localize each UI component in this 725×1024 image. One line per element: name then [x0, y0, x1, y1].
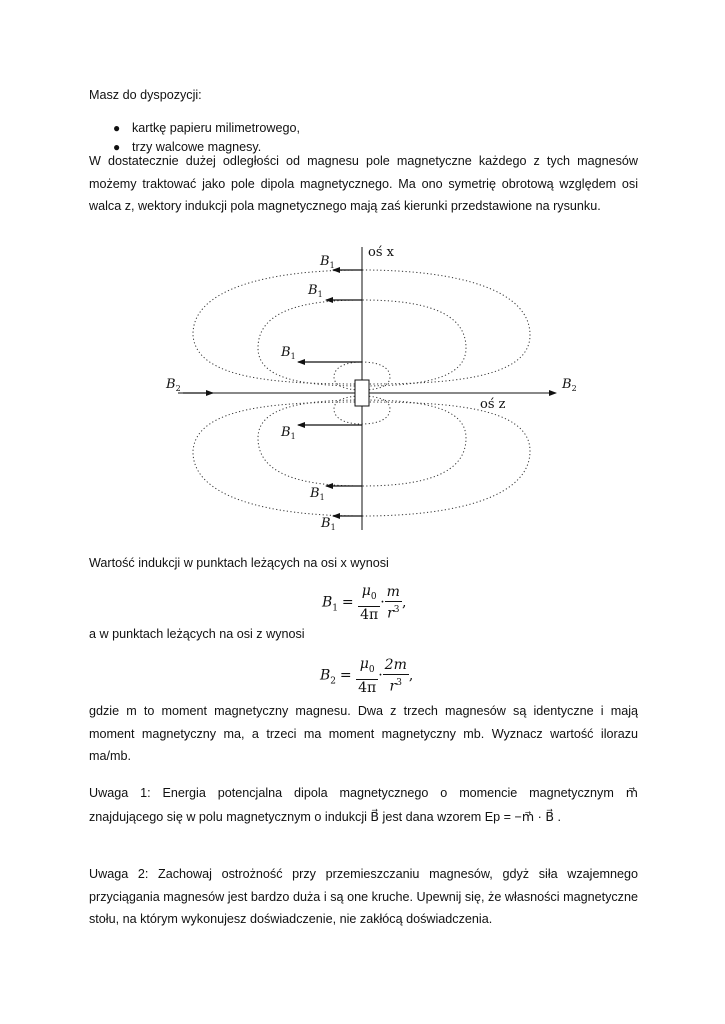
b1-label: $B_1$ — [281, 425, 296, 441]
axis-z-label: oś z — [480, 397, 506, 412]
axis-x-label: oś x — [368, 245, 394, 260]
equation-b1: $B_1$ = $\frac{\mu_0}{4\pi}$ · $\frac{m}{r^3}$ , — [322, 583, 407, 623]
bullet-icon: ● — [113, 140, 121, 154]
b1-label: $B_1$ — [308, 283, 323, 299]
eq-intro-x: Wartość indukcji w punktach leżących na osi x wynosi — [89, 556, 389, 570]
eq-intro-z: a w punktach leżących na osi z wynosi — [89, 627, 305, 641]
b2-label-left: $B_2$ — [166, 377, 181, 393]
b1-label: $B_1$ — [321, 516, 336, 532]
magnet-rect — [355, 380, 369, 406]
field-line-outer-bottom — [193, 402, 530, 516]
field-line-outer-top — [193, 270, 530, 384]
list-item-text: trzy walcowe magnesy. — [132, 140, 262, 154]
paragraph-task: gdzie m to moment magnetyczny magnesu. Dwa z trzech magnesów są identyczne i mają moment magnetyczny ma, a trzeci ma moment magnetyczny mb. Wyznacz wartość ilorazu ma/mb. — [89, 704, 638, 764]
note-1: Uwaga 1: Energia potencjalna dipola magnetycznego o momencie magnetycznym m⃗ znajdującego się w polu magnetycznym o indukcji B⃗ jest dana wzorem Ep = −m⃗ · B⃗ . — [89, 786, 638, 824]
note-2: Uwaga 2: Zachowaj ostrożność przy przemieszczaniu magnesów, gdyż siła wzajemnego przyciągania magnesów jest bardzo duża i są one kruche. Upewnij się, że własności magnetyczne stołu, na którym wykonujesz doświadczenie, nie zakłócą doświadczenia. — [89, 867, 638, 927]
b1-label: $B_1$ — [320, 254, 335, 270]
paragraph-dipole-description: W dostatecznie dużej odległości od magnesu pole magnetyczne każdego z tych magnesów możemy traktować jako pole dipola magnetycznego. Ma ono symetrię obrotową względem osi walca z, wektory indukcji pola magnetycznego mają zaś kierunki przedstawione na rysunku. — [89, 154, 638, 214]
bullet-icon: ● — [113, 121, 121, 135]
b2-label-right: $B_2$ — [562, 377, 577, 393]
dipole-field-figure — [150, 235, 590, 535]
b1-label: $B_1$ — [310, 486, 325, 502]
b1-label: $B_1$ — [281, 345, 296, 361]
list-item-text: kartkę papieru milimetrowego, — [132, 121, 300, 135]
equation-b2: $B_2$ = $\frac{\mu_0}{4\pi}$ · $\frac{2m}{r^3}$ , — [320, 656, 414, 696]
intro-text: Masz do dyspozycji: — [89, 88, 202, 102]
